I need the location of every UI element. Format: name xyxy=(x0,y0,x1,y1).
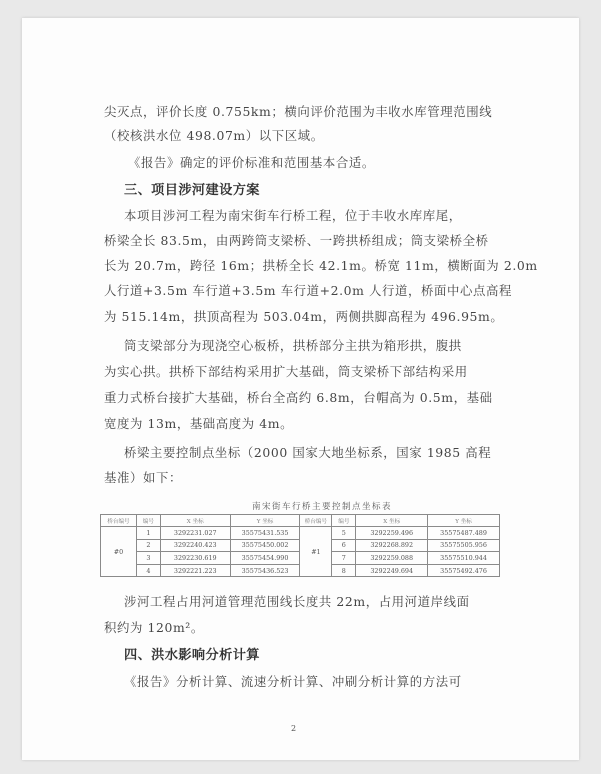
table-header-cell: 编号 xyxy=(136,515,160,527)
table-header-cell: X 坐标 xyxy=(356,515,428,527)
section-heading: 四、洪水影响分析计算 xyxy=(124,648,260,663)
table-cell: 35575454.990 xyxy=(230,552,300,565)
document-page xyxy=(22,18,579,760)
table-cell: 6 xyxy=(332,539,356,552)
paragraph-line: 本项目涉河工程为南宋街车行桥工程，位于丰收水库库尾， xyxy=(124,208,462,223)
table-cell: 35575492.476 xyxy=(428,564,500,577)
paragraph-line: 《报告》确定的评价标准和范围基本合适。 xyxy=(128,155,375,170)
table-cell: 3292240.423 xyxy=(160,539,230,552)
table-cell: 3292249.694 xyxy=(356,564,428,577)
paragraph-line: 涉河工程占用河道管理范围线长度共 22m，占用河道岸线面 xyxy=(124,594,470,609)
table-header-cell: 编号 xyxy=(332,515,356,527)
abutment-id-cell: #1 xyxy=(300,527,332,577)
table-cell: 3292231.027 xyxy=(160,527,230,540)
table-cell: 35575487.489 xyxy=(428,527,500,540)
table-cell: 3292259.496 xyxy=(356,527,428,540)
paragraph-line: 《报告》分析计算、流速分析计算、冲刷分析计算的方法可 xyxy=(124,674,462,689)
coordinate-table xyxy=(100,514,500,577)
paragraph-line: 长为 20.7m，跨径 16m；拱桥全长 42.1m。桥宽 11m，横断面为 2.0m xyxy=(104,258,538,273)
table-header-cell: Y 坐标 xyxy=(230,515,300,527)
paragraph-line: （校核洪水位 498.07m）以下区域。 xyxy=(104,128,324,143)
table-cell: 3 xyxy=(136,552,160,565)
paragraph-line: 筒支梁部分为现浇空心板桥，拱桥部分主拱为箱形拱，腹拱 xyxy=(124,338,462,353)
page-number: 2 xyxy=(291,724,297,733)
table-cell: 5 xyxy=(332,527,356,540)
paragraph-line: 基准）如下： xyxy=(104,470,182,485)
paragraph-line: 为实心拱。拱桥下部结构采用扩大基础，筒支梁桥下部结构采用 xyxy=(104,364,468,379)
table-cell: 35575450.002 xyxy=(230,539,300,552)
paragraph-line: 重力式桥台接扩大基础，桥台全高约 6.8m，台帽高为 0.5m，基础 xyxy=(104,390,493,405)
paragraph-line: 人行道+3.5m 车行道+3.5m 车行道+2.0m 人行道，桥面中心点高程 xyxy=(104,283,512,298)
table-cell: 3292221.223 xyxy=(160,564,230,577)
table-caption: 南宋街车行桥主要控制点坐标表 xyxy=(251,502,392,512)
table-cell: 7 xyxy=(332,552,356,565)
abutment-id-cell: #0 xyxy=(101,527,137,577)
table-cell: 3292259.088 xyxy=(356,552,428,565)
table-cell: 35575505.956 xyxy=(428,539,500,552)
table-cell: 35575436.523 xyxy=(230,564,300,577)
table-header-cell: 桥台编号 xyxy=(101,515,137,527)
table-cell: 3292268.892 xyxy=(356,539,428,552)
table-cell: 35575510.944 xyxy=(428,552,500,565)
table-cell: 3292230.619 xyxy=(160,552,230,565)
table-cell: 35575431.535 xyxy=(230,527,300,540)
paragraph-line: 桥梁全长 83.5m，由两跨筒支梁桥、一跨拱桥组成；筒支梁桥全桥 xyxy=(104,233,489,248)
table-cell: 4 xyxy=(136,564,160,577)
paragraph-line: 为 515.14m，拱顶高程为 503.04m，两侧拱脚高程为 496.95m。 xyxy=(104,309,504,324)
table-cell: 1 xyxy=(136,527,160,540)
paragraph-line: 桥梁主要控制点坐标（2000 国家大地坐标系，国家 1985 高程 xyxy=(124,445,492,460)
table-header-cell: X 坐标 xyxy=(160,515,230,527)
table-header-row xyxy=(101,515,500,527)
table-row xyxy=(101,527,500,540)
table-cell: 8 xyxy=(332,564,356,577)
section-heading: 三、项目涉河建设方案 xyxy=(124,183,260,198)
paragraph-line: 尖灭点，评价长度 0.755km；横向评价范围为丰收水库管理范围线 xyxy=(104,104,493,119)
paragraph-line: 积约为 120m²。 xyxy=(104,620,204,635)
table-cell: 2 xyxy=(136,539,160,552)
paragraph-line: 宽度为 13m，基础高度为 4m。 xyxy=(104,416,294,431)
table-header-cell: 桥台编号 xyxy=(300,515,332,527)
table-header-cell: Y 坐标 xyxy=(428,515,500,527)
